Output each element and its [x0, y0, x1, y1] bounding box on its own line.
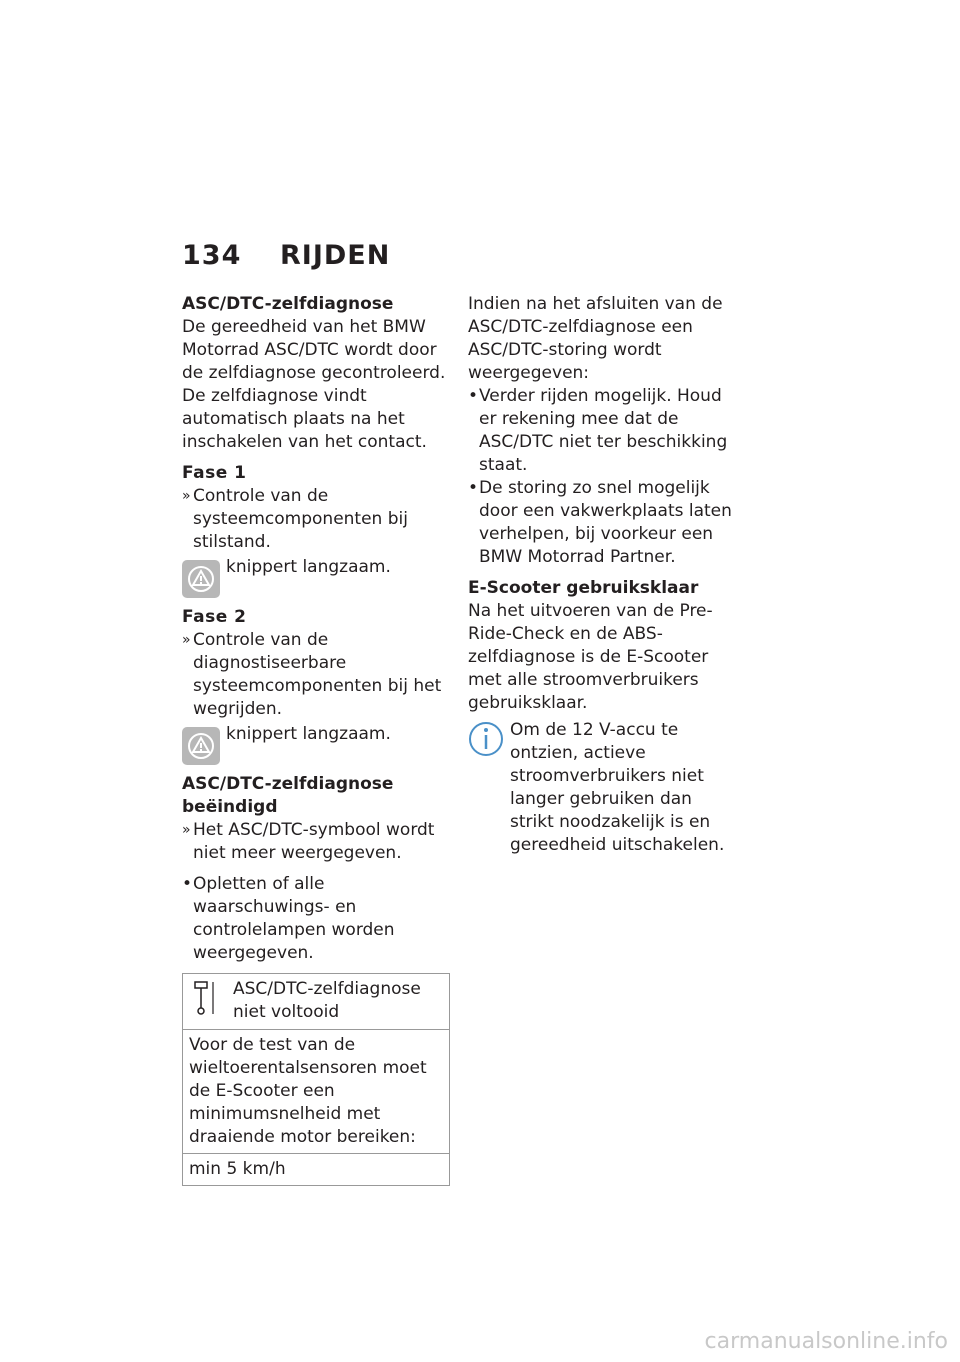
completed-bullet-text: Opletten of alle waarschuwings- en controlelampen worden weergegeven.: [193, 874, 395, 963]
phase-2-step: [182, 629, 450, 721]
phase-1-step: [182, 485, 450, 554]
info-note-text: Om de 12 V-accu te ontzien, actieve stroomverbruikers niet langer gebruiken dan strikt noodzakelijk is en gereedheid uitschakelen.: [510, 720, 725, 855]
warning-lamp-icon: [182, 560, 220, 598]
note-box-header: [183, 974, 449, 1030]
phase-1-indicator-text: knippert langzaam.: [226, 557, 391, 577]
phase-1-indicator: [182, 556, 450, 598]
list-item-text: Verder rijden mogelijk. Houd er rekening mee dat de ASC/DTC niet ter beschikking staat.: [479, 386, 728, 475]
heading-self-diagnosis: ASC/DTC-zelfdiagnose: [182, 294, 394, 314]
ready-paragraph: Na het uitvoeren van de Pre-Ride-Check en de ABS-zelfdiagnose is de E-Scooter met alle stroomverbruikers gebruiksklaar.: [468, 601, 713, 713]
phase-2-step-text: Controle van de diagnostiseerbare systeemcomponenten bij het wegrijden.: [193, 630, 442, 719]
completed-step-text: Het ASC/DTC-symbool wordt niet meer weergegeven.: [193, 820, 435, 863]
phase-1-step-text: Controle van de systeemcomponenten bij stilstand.: [193, 486, 408, 552]
wrench-spec-icon: [189, 978, 225, 1025]
bullet-dot-icon: •: [468, 386, 479, 406]
left-column: [182, 293, 450, 1186]
info-icon: [468, 719, 508, 766]
phase-2-indicator-text: knippert langzaam.: [226, 724, 391, 744]
bullet-dot-icon: •: [182, 874, 193, 894]
heading-ready: E-Scooter gebruiksklaar: [468, 578, 699, 598]
phase-1-title: Fase 1: [182, 463, 247, 483]
page-number: 134: [182, 240, 242, 271]
heading-diagnosis-completed: ASC/DTC-zelfdiagnose beëindigd: [182, 774, 394, 817]
fault-intro: Indien na het afsluiten van de ASC/DTC-zelfdiagnose een ASC/DTC-storing wordt weergegeven:: [468, 294, 723, 383]
completed-step: [182, 819, 450, 865]
step-arrow-icon: »: [182, 822, 191, 838]
bullet-dot-icon: •: [468, 478, 479, 498]
phase-2-indicator: [182, 723, 450, 765]
list-item: [468, 477, 736, 569]
warning-lamp-icon: [182, 727, 220, 765]
right-column: [468, 293, 736, 857]
technical-note-box: [182, 973, 450, 1186]
list-item-text: De storing zo snel mogelijk door een vakwerkplaats laten verhelpen, bij voorkeur een BMW Motorrad Partner.: [479, 478, 732, 567]
step-arrow-icon: »: [182, 632, 191, 648]
step-arrow-icon: »: [182, 488, 191, 504]
watermark: carmanualsonline.info: [704, 1329, 948, 1354]
note-box-text: Voor de test van de wieltoerentalsensoren moet de E-Scooter een minimumsnelheid met draaiende motor bereiken:: [183, 1030, 449, 1154]
intro-paragraph: De gereedheid van het BMW Motorrad ASC/DTC wordt door de zelfdiagnose gecontroleerd. De zelfdiagnose vindt automatisch plaats na het inschakelen van het contact.: [182, 317, 446, 452]
note-box-value: min 5 km/h: [189, 1159, 286, 1179]
page-header: [182, 240, 390, 271]
completed-bullet: [182, 873, 450, 965]
info-note: [468, 719, 736, 857]
phase-2-title: Fase 2: [182, 607, 247, 627]
section-title: RIJDEN: [280, 240, 391, 271]
note-box-title: ASC/DTC-zelfdiagnose niet voltooid: [233, 979, 421, 1022]
list-item: [468, 385, 736, 477]
